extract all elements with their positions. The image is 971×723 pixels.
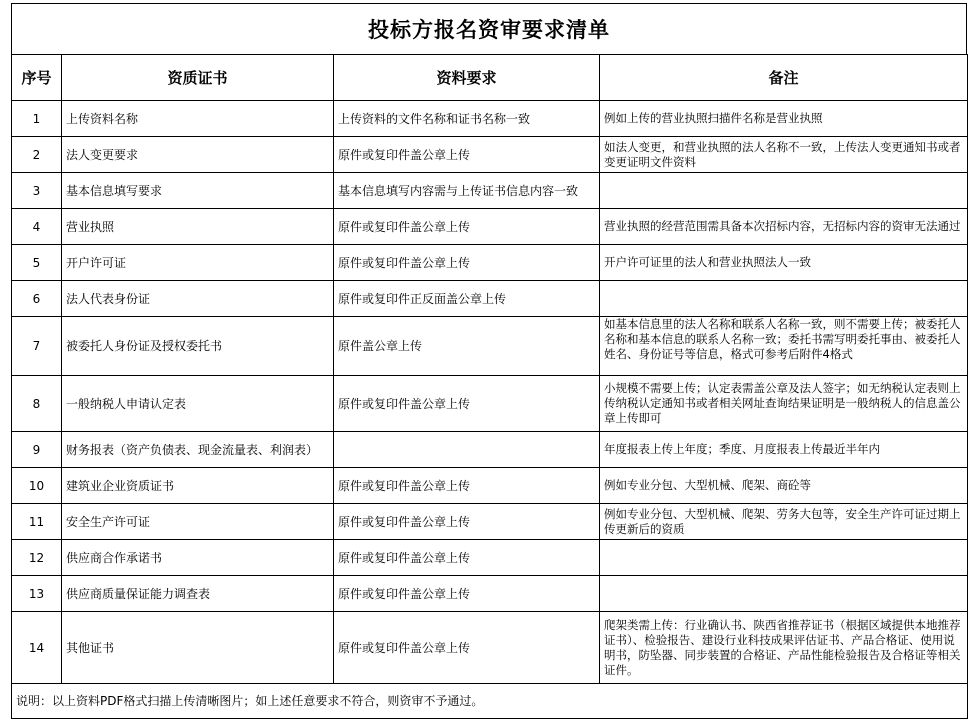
row-number: 4	[12, 209, 62, 245]
row-cert: 供应商质量保证能力调查表	[62, 576, 334, 612]
page-title: 投标方报名资审要求清单	[368, 17, 610, 42]
row-note	[600, 173, 968, 209]
row-cert: 建筑业企业资质证书	[62, 468, 334, 504]
row-cert: 供应商合作承诺书	[62, 540, 334, 576]
row-req: 基本信息填写内容需与上传证书信息内容一致	[334, 173, 600, 209]
row-req: 原件或复印件盖公章上传	[334, 376, 600, 432]
requirements-table	[11, 54, 968, 719]
table-row	[12, 245, 968, 281]
row-note: 例如上传的营业执照扫描件名称是营业执照	[600, 101, 968, 137]
row-req: 原件或复印件盖公章上传	[334, 576, 600, 612]
row-note: 小规模不需要上传；认定表需盖公章及法人签字；如无纳税认定表则上传纳税认定通知书或者相关网址查询结果证明是一般纳税人的信息盖公章上传即可	[600, 376, 968, 432]
table-row	[12, 540, 968, 576]
row-req: 原件盖公章上传	[334, 317, 600, 376]
table-row	[12, 137, 968, 173]
table-row	[12, 576, 968, 612]
row-req	[334, 432, 600, 468]
table-row	[12, 101, 968, 137]
row-cert: 法人代表身份证	[62, 281, 334, 317]
row-number: 6	[12, 281, 62, 317]
footer-note: 说明：以上资料PDF格式扫描上传清晰图片；如上述任意要求不符合，则资审不予通过。	[12, 684, 968, 719]
row-note: 开户许可证里的法人和营业执照法人一致	[600, 245, 968, 281]
row-note	[600, 317, 968, 376]
row-number: 12	[12, 540, 62, 576]
row-number: 3	[12, 173, 62, 209]
footer-row	[12, 684, 968, 719]
row-cert: 基本信息填写要求	[62, 173, 334, 209]
header-no: 序号	[12, 55, 62, 101]
row-req: 原件或复印件盖公章上传	[334, 209, 600, 245]
row-number: 10	[12, 468, 62, 504]
title-row	[11, 3, 967, 54]
row-cert: 开户许可证	[62, 245, 334, 281]
header-cert: 资质证书	[62, 55, 334, 101]
table-row	[12, 173, 968, 209]
row-note: 如法人变更，和营业执照的法人名称不一致，上传法人变更通知书或者变更证明文件资料	[600, 137, 968, 173]
table-row	[12, 209, 968, 245]
row-note	[600, 281, 968, 317]
table-row	[12, 376, 968, 432]
row-req: 原件或复印件盖公章上传	[334, 612, 600, 684]
row-cert: 营业执照	[62, 209, 334, 245]
row-number: 13	[12, 576, 62, 612]
table-row	[12, 281, 968, 317]
row-number: 1	[12, 101, 62, 137]
table-row	[12, 432, 968, 468]
row-cert: 其他证书	[62, 612, 334, 684]
header-row	[12, 55, 968, 101]
row-note: 营业执照的经营范围需具备本次招标内容，无招标内容的资审无法通过	[600, 209, 968, 245]
header-note: 备注	[600, 55, 968, 101]
row-number: 8	[12, 376, 62, 432]
table-row	[12, 612, 968, 684]
row-req: 上传资料的文件名称和证书名称一致	[334, 101, 600, 137]
row-req: 原件或复印件盖公章上传	[334, 468, 600, 504]
row-number: 5	[12, 245, 62, 281]
row-cert: 安全生产许可证	[62, 504, 334, 540]
row-note: 例如专业分包、大型机械、爬架、劳务大包等，安全生产许可证过期上传更新后的资质	[600, 504, 968, 540]
row-note: 爬架类需上传：行业确认书、陕西省推荐证书（根据区域提供本地推荐证书）、检验报告、建设行业科技成果评估证书、产品合格证、使用说明书，防坠器、同步装置的合格证、产品性能检验报告及合格证等相关证件。	[600, 612, 968, 684]
row-note-text: 如基本信息里的法人名称和联系人名称一致，则不需要上传；被委托人名称和基本信息的联系人名称一致；委托书需写明委托事由、被委托人姓名、身份证号等信息，格式可参考后附件4格式	[604, 317, 961, 361]
row-cert: 被委托人身份证及授权委托书	[62, 317, 334, 376]
row-number: 7	[12, 317, 62, 376]
row-number: 9	[12, 432, 62, 468]
table-row	[12, 468, 968, 504]
row-number: 2	[12, 137, 62, 173]
row-cert: 财务报表（资产负债表、现金流量表、利润表）	[62, 432, 334, 468]
row-note	[600, 540, 968, 576]
row-number: 11	[12, 504, 62, 540]
table-row	[12, 317, 968, 376]
row-cert: 一般纳税人申请认定表	[62, 376, 334, 432]
row-cert: 上传资料名称	[62, 101, 334, 137]
row-req: 原件或复印件盖公章上传	[334, 137, 600, 173]
row-req: 原件或复印件盖公章上传	[334, 540, 600, 576]
row-cert: 法人变更要求	[62, 137, 334, 173]
row-req: 原件或复印件正反面盖公章上传	[334, 281, 600, 317]
row-req: 原件或复印件盖公章上传	[334, 245, 600, 281]
row-req: 原件或复印件盖公章上传	[334, 504, 600, 540]
row-note: 例如专业分包、大型机械、爬架、商砼等	[600, 468, 968, 504]
row-note: 年度报表上传上年度；季度、月度报表上传最近半年内	[600, 432, 968, 468]
table-row	[12, 504, 968, 540]
header-req: 资料要求	[334, 55, 600, 101]
row-note	[600, 576, 968, 612]
row-number: 14	[12, 612, 62, 684]
